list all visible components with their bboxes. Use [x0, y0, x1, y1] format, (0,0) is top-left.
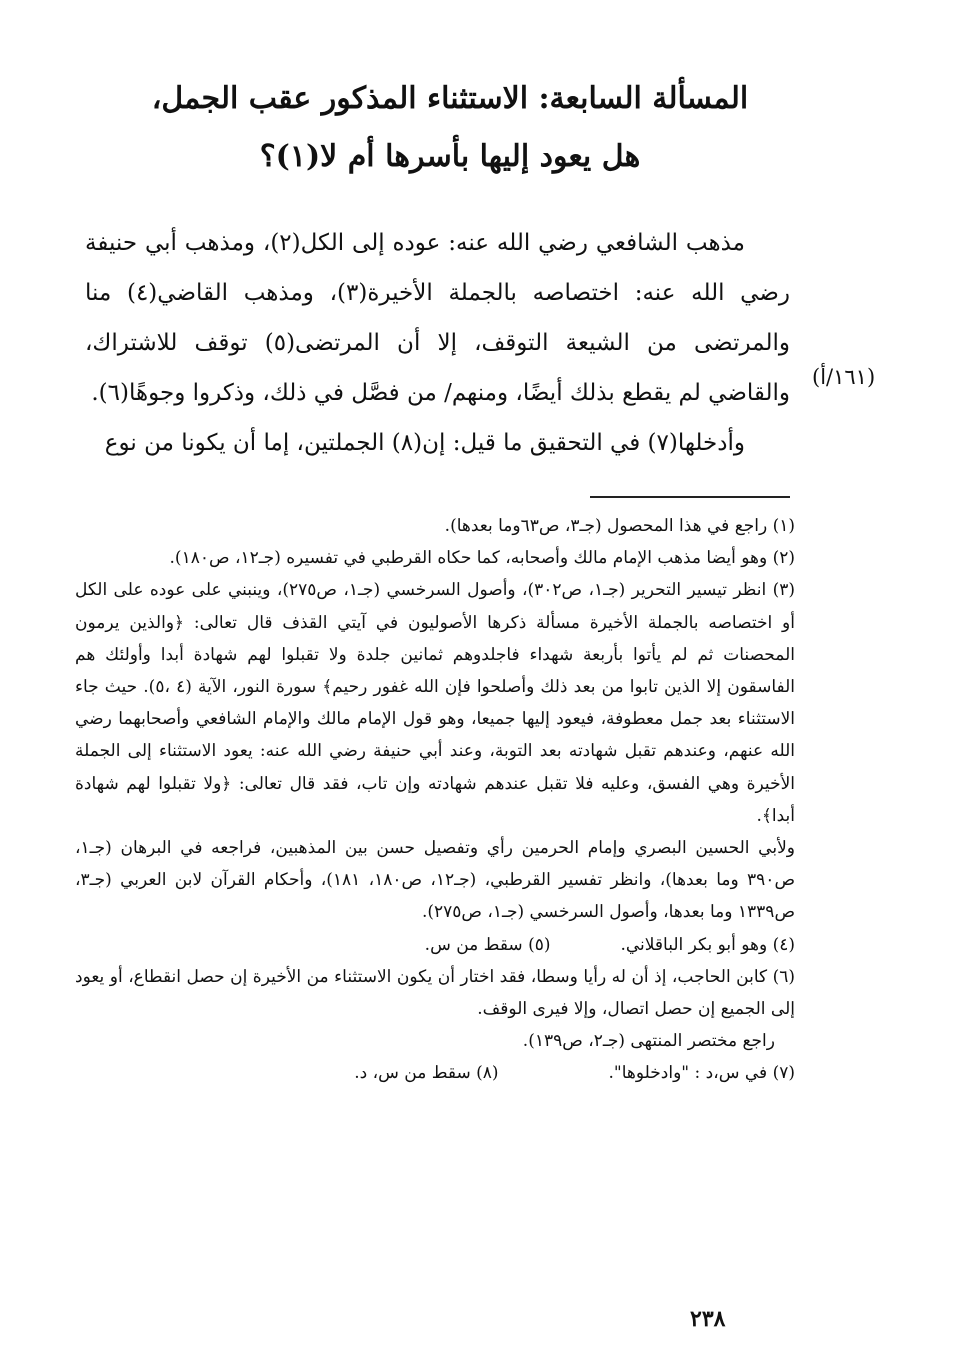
footnote-6-continuation: راجع مختصر المنتهى (جـ٢، ص١٣٩).	[522, 1031, 775, 1052]
main-text	[85, 218, 790, 468]
heading-line-1: المسألة السابعة: الاستثناء المذكور عقب الجمل،	[151, 81, 749, 116]
heading-line-2: هل يعود إليها بأسرها أم لا(١)؟	[259, 139, 641, 174]
footnote-3: (٣) انظر تيسير التحرير (جـ١، ص٣٠٢)، وأصول السرخسي (جـ١، ص٢٧٥)، وينبني على عوده على الكل أو اختصاصه بالجملة الأخيرة مسألة ذكرها الأصوليون في آيتي القذف قال تعالى: ﴿والذين يرمون المحصنات ثم لم يأتوا بأربعة شهداء فاجلدوهم ثمانين جلدة ولا تقبلوا لهم شهادة أبدا وأولئك هم الفاسقون إلا الذين تابوا من بعد ذلك وأصلحوا فإن الله غفور رحيم﴾ سورة النور، الآية (٤ ،٥). حيث جاء الاستثناء بعد جمل معطوفة، فيعود إليها جميعا، وهو قول الإمام مالك والإمام الشافعي وأصحابهما رضي الله عنهم، وعندهم تقبل شهادته بعد التوبة، وعند أبي حنيفة رضي الله عنه: يعود الاستثناء إلى الجملة الأخيرة وهي الفسق، وعليه فلا تقبل عندهم شهادته وإن تاب، فقد قال تعالى: ﴿ولا تقبلوا لهم شهادة أبدا﴾.	[75, 580, 796, 826]
margin-folio-note: (١٦١/أ)	[812, 365, 876, 389]
footnote-8: (٨) سقط من س، د.	[354, 1063, 499, 1084]
footnote-separator	[590, 496, 790, 498]
footnotes	[75, 510, 795, 1090]
body-paragraph: وأدخلها(٧) في التحقيق ما قيل: إن(٨) الجملتين، إما أن يكونا من نوع	[104, 430, 745, 456]
footnote-1: (١) راجع في هذا المحصول (جـ٣، ص٦٣وما بعدها).	[444, 516, 795, 536]
footnote-6: (٦) كابن الحاجب، إذ أن له رأيا وسطا، فقد اختار أن يكون الاستثناء من الأخيرة إن حصل انقطاع، أو يعود إلى الجميع إن حصل اتصال، وإلا فيرى الوقف.	[75, 966, 795, 1020]
body-paragraph: مذهب الشافعي رضي الله عنه: عوده إلى الكل(٢)، ومذهب أبي حنيفة رضي الله عنه: اختصاصه بالجملة الأخيرة(٣)، ومذهب القاضي(٤) منا والمرتضى من الشيعة التوقف، إلا أن المرتضى(٥) توقف للاشتراك، والقاضي لم يقطع بذلك أيضًا، ومنهم/ من فصَّل في ذلك، وذكروا وجوهًا(٦).	[85, 230, 790, 406]
footnote-pair-7-8	[75, 1057, 795, 1089]
chapter-heading	[100, 70, 800, 186]
footnote-3-continuation: ولأبي الحسين البصري وإمام الحرمين رأي وتفصيل حسن بين المذهبين، فراجعه في البرهان (جـ١، ص٣٩٠ وما بعدها)، وانظر تفسير القرطبي، (جـ١٢، ص١٨٠، ١٨١)، وأحكام القرآن لابن العربي (جـ٣، ص١٣٣٩ وما بعدها، وأصول السرخسي (جـ١، ص٢٧٥).	[75, 838, 796, 923]
footnote-pair-4-5	[75, 929, 795, 961]
footnote-2: (٢) وهو أيضا مذهب الإمام مالك وأصحابه، كما حكاه القرطبي في تفسيره (جـ١٢، ص١٨٠).	[169, 548, 795, 569]
footnote-7: (٧) في س،د : "وادخلوها".	[608, 1063, 795, 1084]
page-number: ٢٣٨	[690, 1306, 726, 1332]
footnote-4: (٤) وهو أبو بكر الباقلاني.	[620, 934, 795, 955]
footnote-5: (٥) سقط من س.	[424, 934, 551, 955]
